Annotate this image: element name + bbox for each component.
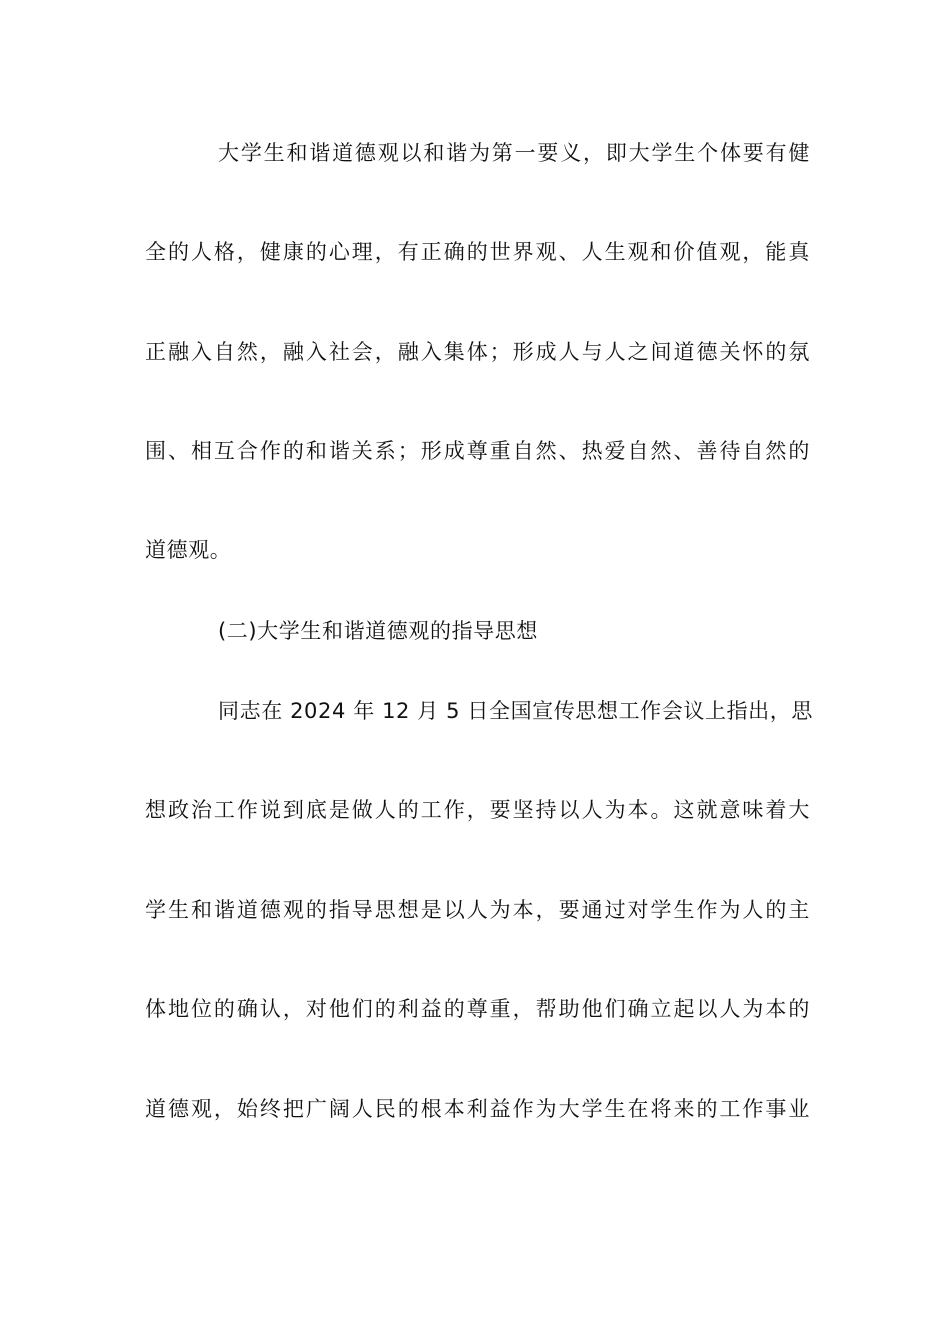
paragraph-1-line-4: 围、相互合作的和谐关系；形成尊重自然、热爱自然、善待自然的 bbox=[145, 439, 810, 463]
paragraph-1-line-3: 正融入自然，融入社会，融入集体；形成人与人之间道德关怀的氛 bbox=[145, 340, 810, 364]
paragraph-1-line-2: 全的人格，健康的心理，有正确的世界观、人生观和价值观，能真 bbox=[145, 240, 810, 264]
paragraph-1-line-5: 道德观。 bbox=[145, 538, 232, 562]
paragraph-2-line-4: 体地位的确认，对他们的利益的尊重，帮助他们确立起以人为本的 bbox=[145, 997, 810, 1021]
paragraph-2-line-5: 道德观，始终把广阔人民的根本利益作为大学生在将来的工作事业 bbox=[145, 1097, 810, 1121]
paragraph-2-line-1: 同志在 2024 年 12 月 5 日全国宣传思想工作会议上指出，思 bbox=[218, 699, 813, 723]
section-heading: (二)大学生和谐道德观的指导思想 bbox=[218, 619, 538, 643]
paragraph-2-line-3: 学生和谐道德观的指导思想是以人为本，要通过对学生作为人的主 bbox=[145, 898, 810, 922]
paragraph-1-line-1: 大学生和谐道德观以和谐为第一要义，即大学生个体要有健 bbox=[218, 141, 810, 165]
paragraph-2-line-2: 想政治工作说到底是做人的工作，要坚持以人为本。这就意味着大 bbox=[145, 798, 810, 822]
